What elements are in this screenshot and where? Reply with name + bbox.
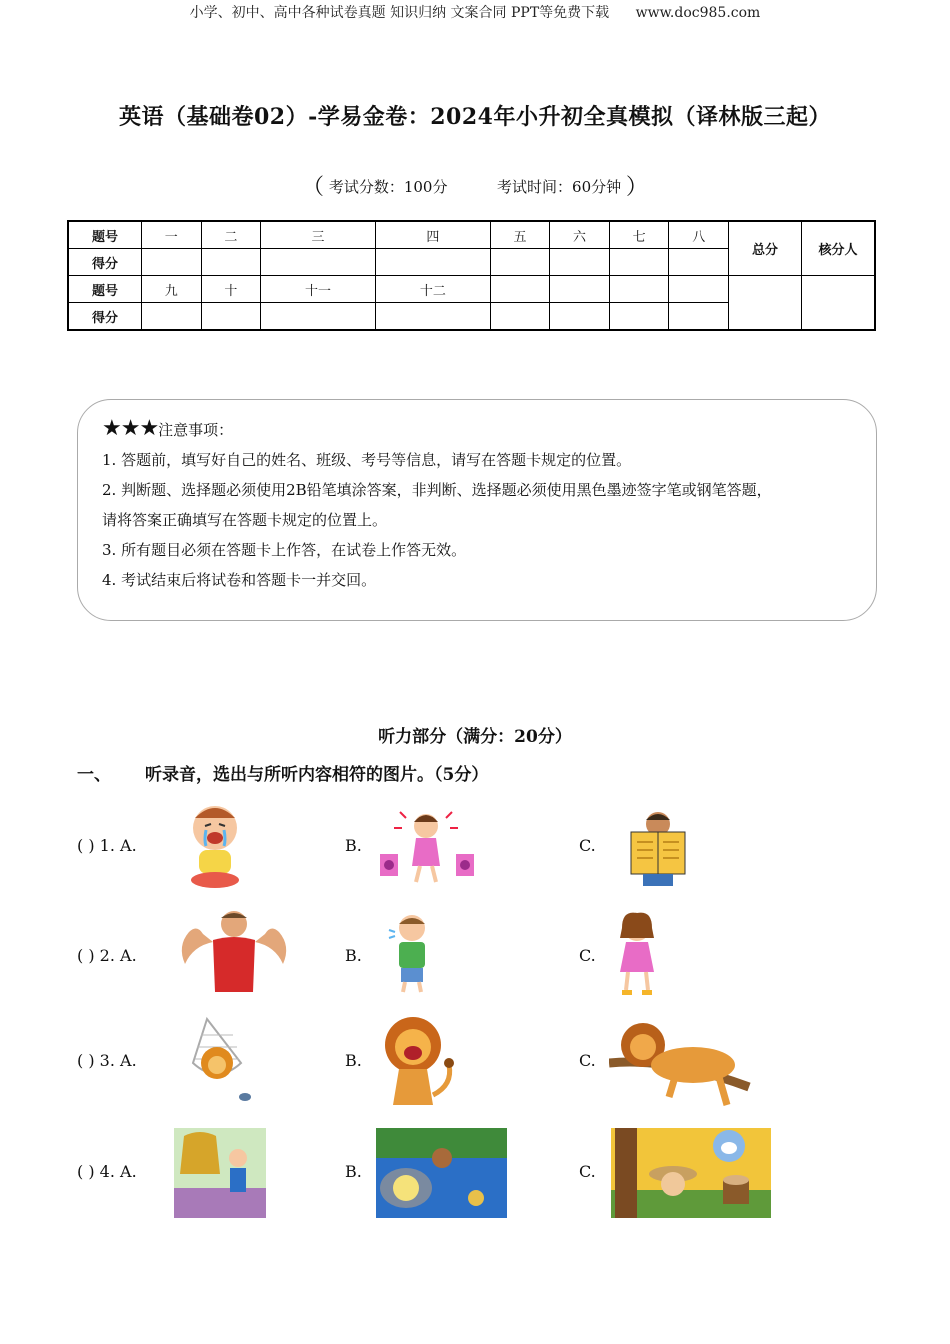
notice-item: 请将答案正确填写在答题卡规定的位置上。 xyxy=(102,511,388,529)
cell-score[interactable] xyxy=(201,249,261,276)
notice-item: 4. 考试结束后将试卷和答题卡一并交回。 xyxy=(102,571,377,589)
cell-question: 八 xyxy=(669,221,729,249)
girl-eating-icon[interactable] xyxy=(612,910,662,996)
cell-question: 十 xyxy=(201,276,261,303)
cell-label: 题号 xyxy=(68,221,142,249)
cell-question xyxy=(669,276,729,303)
cell-label: 得分 xyxy=(68,303,142,331)
cell-question xyxy=(550,276,610,303)
notice-item: 1. 答题前，填写好自己的姓名、班级、考号等信息，请写在答题卡规定的位置。 xyxy=(102,451,632,469)
answer-blank-prefix[interactable]: ( ) 4. A. xyxy=(77,1162,137,1181)
section-title: 听力部分（满分：20分） xyxy=(378,727,572,747)
cell-score[interactable] xyxy=(142,249,202,276)
sleeping-lion-icon[interactable] xyxy=(609,1017,759,1109)
exam-time: 考试时间：60分钟 xyxy=(497,178,622,196)
question-row xyxy=(77,1015,877,1115)
option-c-label: C. xyxy=(579,1051,596,1070)
exam-score: 考试分数：100分 xyxy=(328,178,448,196)
cell-question: 五 xyxy=(490,221,550,249)
roaring-lion-icon[interactable] xyxy=(377,1015,465,1109)
bell-boy-scene-image[interactable] xyxy=(174,1128,266,1218)
banner-url[interactable]: www.doc985.com xyxy=(635,5,761,21)
cell-score[interactable] xyxy=(142,303,202,331)
cell-question: 九 xyxy=(142,276,202,303)
monkey-moon-well-image[interactable] xyxy=(376,1128,507,1218)
cell-checker: 核分人 xyxy=(802,221,876,276)
cell-question: 二 xyxy=(201,221,261,249)
notice-item: 2. 判断题、选择题必须使用2B铅笔填涂答案，非判断、选择题必须使用黑色墨迹签字笔或钢笔答题， xyxy=(102,481,772,499)
option-c-label: C. xyxy=(579,836,596,855)
cell-score[interactable] xyxy=(609,249,669,276)
question-row xyxy=(77,800,877,900)
cell-score[interactable] xyxy=(261,303,376,331)
question-row xyxy=(77,910,877,1010)
cell-question: 三 xyxy=(261,221,376,249)
paren-open: （ xyxy=(302,175,325,200)
question-row xyxy=(77,1126,877,1226)
star-icon: ★★★ xyxy=(102,416,159,441)
option-c-label: C. xyxy=(579,1162,596,1181)
cell-score[interactable] xyxy=(201,303,261,331)
cell-score[interactable] xyxy=(669,303,729,331)
cell-score[interactable] xyxy=(490,303,550,331)
cell-score[interactable] xyxy=(490,249,550,276)
cell-question: 一 xyxy=(142,221,202,249)
option-b-label: B. xyxy=(345,1162,362,1181)
cell-question: 十一 xyxy=(261,276,376,303)
cell-question: 四 xyxy=(375,221,490,249)
lion-in-net-icon[interactable] xyxy=(187,1015,259,1105)
top-banner xyxy=(0,0,950,22)
answer-blank-prefix[interactable]: ( ) 1. A. xyxy=(77,836,137,855)
notice-item: 3. 所有题目必须在答题卡上作答，在试卷上作答无效。 xyxy=(102,541,467,559)
cell-question: 十二 xyxy=(375,276,490,303)
option-c-label: C. xyxy=(579,946,596,965)
cell-score[interactable] xyxy=(550,249,610,276)
cell-label: 题号 xyxy=(68,276,142,303)
cell-total: 总分 xyxy=(729,221,802,276)
banner-text: 小学、初中、高中各种试卷真题 知识归纳 文案合同 PPT等免费下载 xyxy=(189,5,610,21)
cell-score[interactable] xyxy=(375,249,490,276)
cell-checker-sign[interactable] xyxy=(802,276,876,331)
cell-question: 七 xyxy=(609,221,669,249)
page-title: 英语（基础卷02）-学易金卷：2024年小升初全真模拟（译林版三起） xyxy=(119,104,831,130)
score-table xyxy=(67,220,876,331)
exam-info xyxy=(0,170,950,201)
cell-score[interactable] xyxy=(669,249,729,276)
notice-box xyxy=(77,399,877,621)
question-number: 一、 xyxy=(77,765,111,785)
strong-man-icon[interactable] xyxy=(173,906,295,996)
boy-coughing-icon[interactable] xyxy=(387,912,437,994)
answer-blank-prefix[interactable]: ( ) 3. A. xyxy=(77,1051,137,1070)
cell-question xyxy=(609,276,669,303)
girl-singing-icon[interactable] xyxy=(380,804,475,884)
notice-heading xyxy=(102,414,852,445)
answer-blank-prefix[interactable]: ( ) 2. A. xyxy=(77,946,137,965)
option-b-label: B. xyxy=(345,836,362,855)
cell-score[interactable] xyxy=(261,249,376,276)
farmer-rabbit-stump-image[interactable] xyxy=(611,1128,771,1218)
boy-reading-icon[interactable] xyxy=(629,808,687,888)
option-b-label: B. xyxy=(345,1051,362,1070)
crying-baby-icon[interactable] xyxy=(185,800,247,890)
option-b-label: B. xyxy=(345,946,362,965)
notice-heading-text: 注意事项： xyxy=(158,421,234,439)
cell-question: 六 xyxy=(550,221,610,249)
cell-score[interactable] xyxy=(550,303,610,331)
cell-score[interactable] xyxy=(609,303,669,331)
paren-close: ） xyxy=(625,175,648,200)
question-text: 听录音，选出与所听内容相符的图片。（5分） xyxy=(145,765,489,785)
question-title xyxy=(77,760,488,785)
cell-question xyxy=(490,276,550,303)
cell-total-score[interactable] xyxy=(729,276,802,331)
cell-label: 得分 xyxy=(68,249,142,276)
cell-score[interactable] xyxy=(375,303,490,331)
